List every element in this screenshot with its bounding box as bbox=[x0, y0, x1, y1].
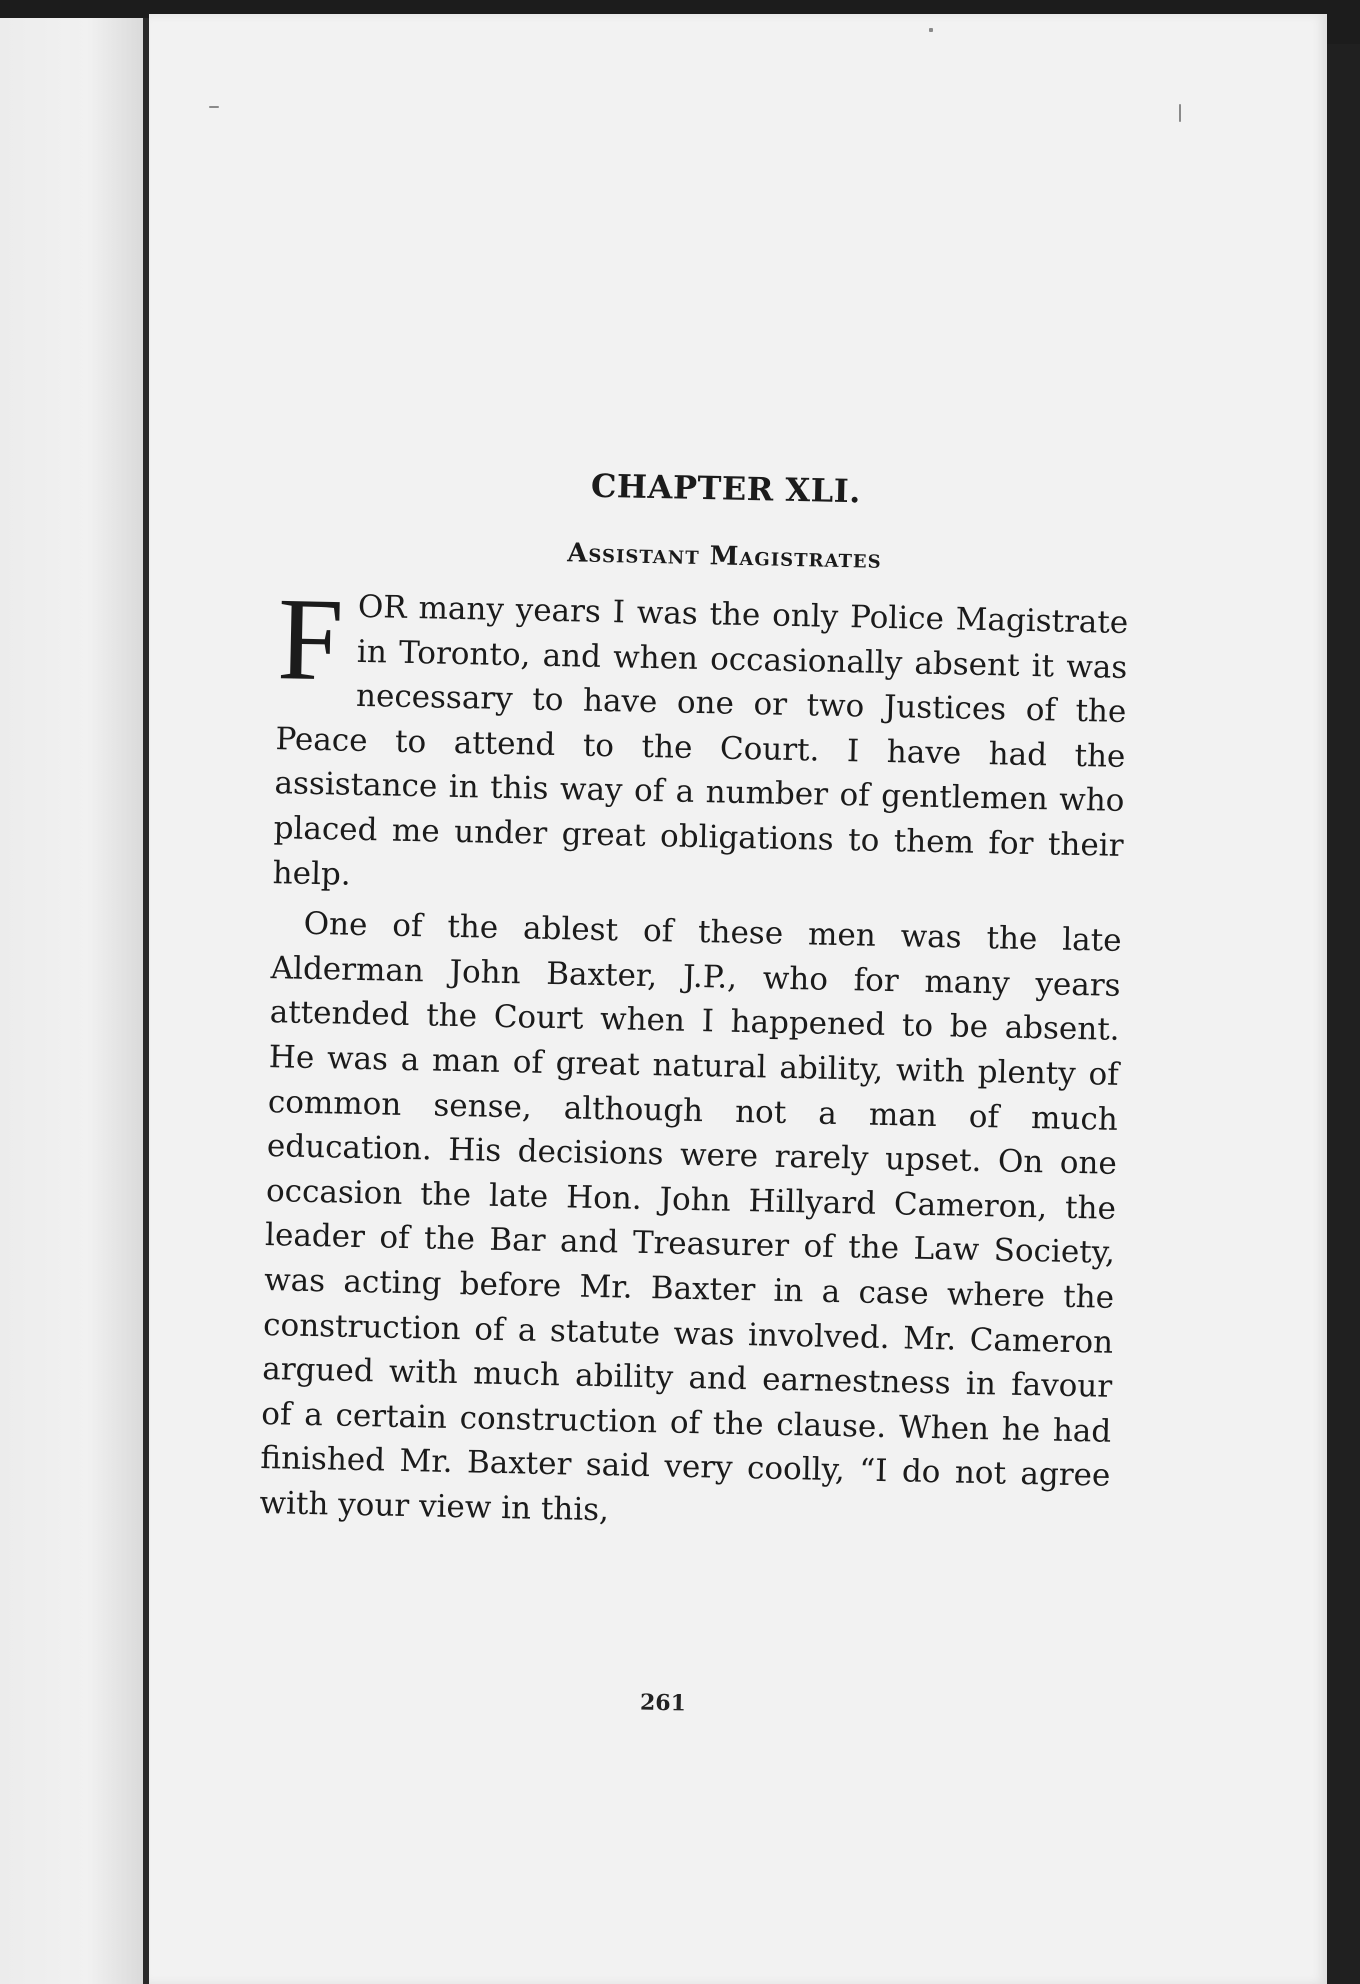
chapter-title: CHAPTER XLI. bbox=[590, 466, 862, 511]
page-speck bbox=[929, 28, 933, 32]
facing-page-edge bbox=[0, 18, 146, 1984]
page-number: 261 bbox=[639, 1689, 687, 1717]
scan-right-edge bbox=[1327, 44, 1360, 1984]
paragraph-first bbox=[272, 573, 1129, 913]
page-speck bbox=[1179, 104, 1181, 122]
page-text bbox=[259, 451, 1131, 1543]
page-speck bbox=[209, 106, 219, 108]
chapter-subtitle: Assistant Magistrates bbox=[566, 538, 882, 575]
drop-cap: F bbox=[276, 573, 345, 706]
paragraph-second: One of the ablest of these men was the late Alderman John Baxter, J.P., who for many years attended the Court when I happened to be absent. He was a man of great natural ability, with plenty of common sense, although not a man of much education. His decisions were rarely upset. On one occasion the late Hon. John Hillyard Cameron, the leader of the Bar and Treasurer of the Law Society, was acting before Mr. Baxter in a case where the construction of a statute was involved. Mr. Cameron argued with much ability and earnestness in favour of a certain construction of the clause. When he had finished Mr. Baxter said very coolly, “I do not agree with your view in this, bbox=[259, 905, 1122, 1529]
paragraph-first-text: OR many years I was the only Police Magistrate in Toronto, and when occasionally absent it was necessary to have one or two Justices of the Peace to attend to the Court. I have had the assistance in this way of a number of gentlemen who placed me under great obligations to them for their help. bbox=[272, 588, 1129, 893]
